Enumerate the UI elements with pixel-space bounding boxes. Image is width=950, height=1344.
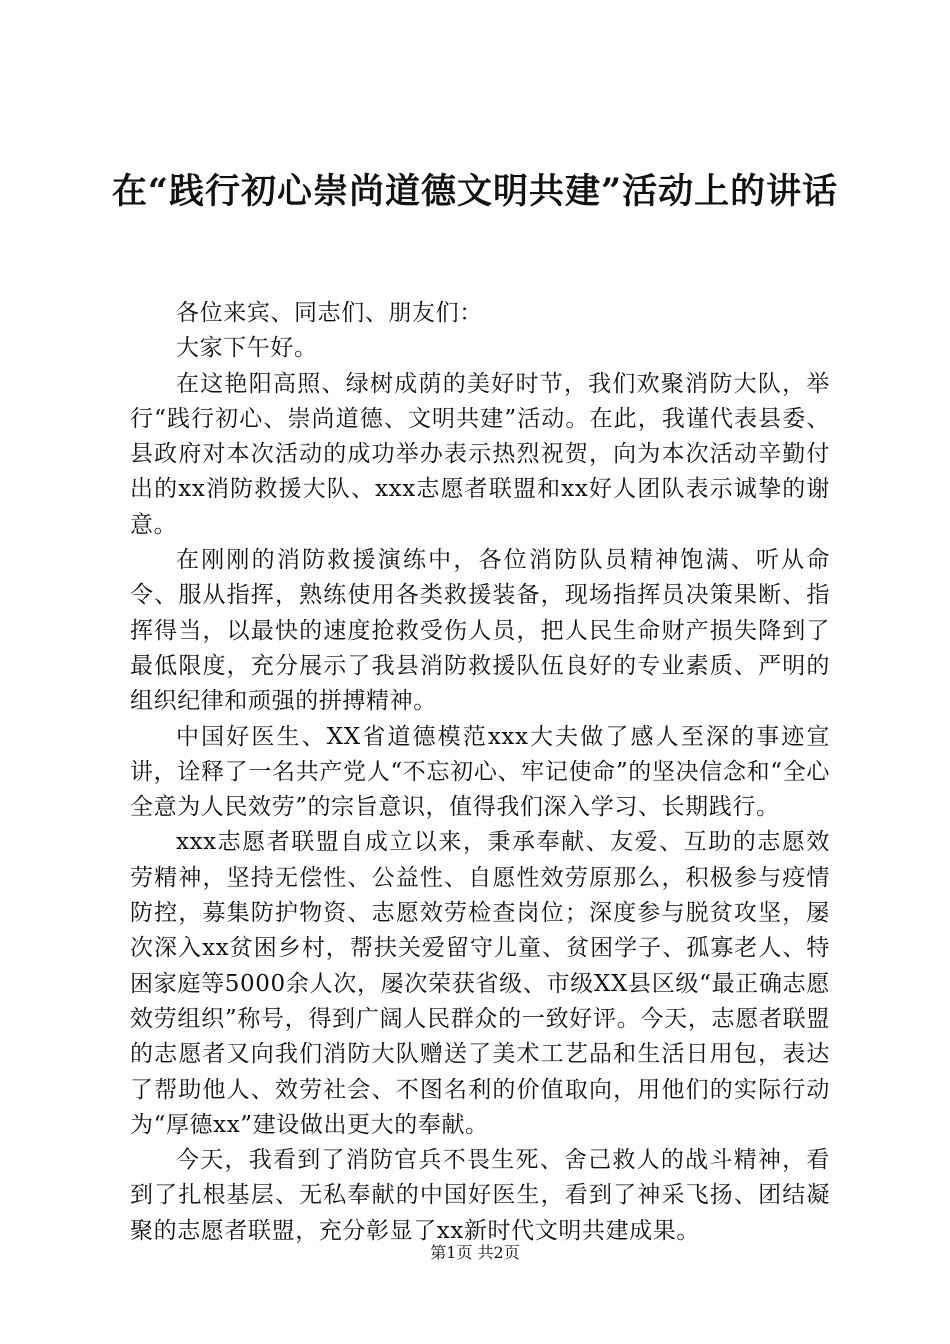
paragraph-summary: 今天，我看到了消防官兵不畏生死、舍己救人的战斗精神，看到了扎根基层、无私奉献的中国好医生，看到了神采飞扬、团结凝聚的志愿者联盟，充分彰显了xx新时代文明共建成果。 <box>130 1147 830 1244</box>
page-number-footer: 第1页 共2页 <box>430 1243 520 1262</box>
document-title: 在“践行初心崇尚道德文明共建”活动上的讲话 <box>111 171 839 212</box>
paragraph-greeting: 各位来宾、同志们、朋友们： <box>176 300 483 326</box>
document-body <box>130 296 830 1249</box>
paragraph-good-doctor: 中国好医生、XX省道德模范xxx大夫做了感人至深的事迹宣讲，诠释了一名共产党人“不忘初心、牢记使命”的坚决信念和“全心全意为人民效劳”的宗旨意识，值得我们深入学习、长期践行。 <box>130 723 830 821</box>
paragraph-fire-drill: 在刚刚的消防救援演练中，各位消防队员精神饱满、听从命令、服从指挥，熟练使用各类救援装备，现场指挥员决策果断、指挥得当，以最快的速度抢救受伤人员，把人民生命财产损失降到了最低限度，充分展示了我县消防救援队伍良好的专业素质、严明的组织纪律和顽强的拼搏精神。 <box>130 547 830 715</box>
paragraph-opening: 在这艳阳高照、绿树成荫的美好时节，我们欢聚消防大队，举行“践行初心、崇尚道德、文明共建”活动。在此，我谨代表县委、县政府对本次活动的成功举办表示热烈祝贺，向为本次活动辛勤付出的xx消防救援大队、xxx志愿者联盟和xx好人团队表示诚挚的谢意。 <box>130 370 830 538</box>
paragraph-good-afternoon: 大家下午好。 <box>176 335 318 362</box>
paragraph-volunteer-alliance: xxx志愿者联盟自成立以来，秉承奉献、友爱、互助的志愿效劳精神，坚持无偿性、公益性、自愿性效劳原那么，积极参与疫情防控，募集防护物资、志愿效劳检查岗位；深度参与脱贫攻坚，屡次深入xx贫困乡村，帮扶关爱留守儿童、贫困学子、孤寡老人、特困家庭等5000余人次，屡次荣获省级、市级XX县区级“最正确志愿效劳组织”称号，得到广阔人民群众的一致好评。今天，志愿者联盟的志愿者又向我们消防大队赠送了美术工艺品和生活日用包，表达了帮助他人、效劳社会、不图名利的价值取向，用他们的实际行动为“厚德xx”建设做出更大的奉献。 <box>130 829 830 1138</box>
